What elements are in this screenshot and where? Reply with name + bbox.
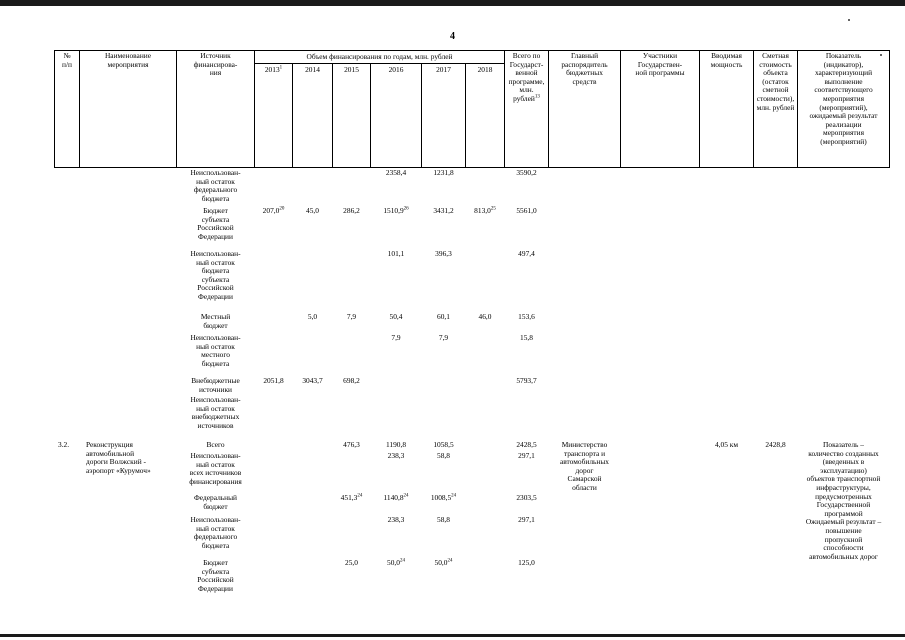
item-number: 3.2. (58, 440, 70, 449)
cell-total: 15,8 (520, 333, 533, 342)
cell-2014: 45,0 (306, 206, 319, 215)
cell-total: 125,0 (518, 558, 535, 567)
column-border (370, 63, 371, 168)
row-source: Неиспользован- ный остаток местного бюджета (190, 333, 241, 368)
column-border (465, 63, 466, 168)
cell-total: 497,4 (518, 249, 535, 258)
header-financing: Объем финансирования по годам, млн. рублей (306, 52, 453, 61)
cell-2015: 451,3$^{24}$ (340, 493, 363, 502)
column-border (332, 63, 333, 168)
header-bottom-rule (54, 167, 890, 168)
row-source: Всего (206, 440, 225, 449)
cell-total: 5793,7 (516, 376, 537, 385)
cell-2016: 101,1 (387, 249, 405, 258)
header-indicator: Показатель (индикатор), характеризующий выполнение соответствующего мероприятия (мероприятий), ожидаемый результат реализации мероприятия (мероприятий) (809, 51, 878, 146)
cell-total: 153,6 (518, 312, 535, 321)
cell-2016: 1190,8 (385, 440, 407, 449)
cell-2016: 1510,9$^{26}$ (383, 206, 409, 215)
row-source: Бюджет субъекта Российской Федерации (197, 206, 234, 241)
cell-total: 2428,5 (516, 440, 537, 449)
header-manager: Главный распорядитель бюджетных средств (561, 51, 608, 86)
header-capacity: Вводимая мощность (710, 51, 743, 69)
cell-total: 297,1 (518, 451, 535, 460)
header-total: Всего по Государст- венной программе, млн. рублей$^{13}$ (508, 51, 545, 103)
cell-2013: 2051,8 (263, 376, 284, 385)
cell-total: 5561,0 (516, 206, 537, 215)
cell-2017: 58,8 (437, 451, 450, 460)
header-year-2016: 2016 (388, 65, 404, 74)
header-participants: Участники Государствен- ной программы (635, 51, 685, 78)
row-source: Местный бюджет (200, 312, 231, 330)
cell-2015: 698,2 (343, 376, 360, 385)
cell-2017: 1231,8 (433, 168, 454, 177)
item-manager: Министерство транспорта и автомобильных дорог Самарской области (559, 440, 610, 492)
cell-2015: 476,3 (343, 440, 360, 449)
cell-2016: 2358,4 (385, 168, 407, 177)
scan-speck (848, 19, 850, 21)
row-source: Федеральный бюджет (193, 493, 238, 511)
cell-2018: 813,0$^{25}$ (474, 206, 496, 215)
cell-2013: 207,0$^{20}$ (262, 206, 285, 215)
header-year-2015: 2015 (344, 65, 359, 74)
cell-2016: 50,0$^{24}$ (387, 558, 405, 567)
row-source: Неиспользован- ный остаток федерального бюджета (190, 515, 241, 550)
cell-2017: 58,8 (437, 515, 450, 524)
header-num: № п/п (62, 51, 72, 69)
cell-2016: 1140,8$^{24}$ (383, 493, 409, 502)
header-year-2018: 2018 (477, 65, 493, 74)
cell-2018: 46,0 (478, 312, 492, 321)
row-source: Неиспользован- ный остаток всех источников финансирования (189, 451, 242, 486)
cell-total: 2303,5 (516, 493, 537, 502)
scan-border-bottom (0, 634, 905, 637)
cell-2017: 3431,2 (433, 206, 454, 215)
scan-border-top (0, 0, 905, 6)
cell-2016: 50,4 (389, 312, 403, 321)
row-source: Внебюджетные источники (191, 376, 240, 394)
cell-2014: 3043,7 (302, 376, 323, 385)
cell-2015: 7,9 (346, 312, 357, 321)
header-year-2017: 2017 (436, 65, 451, 74)
column-border (292, 63, 293, 168)
cell-2016: 238,3 (387, 515, 405, 524)
header-estimate: Сметная стоимость объекта (остаток сметной стоимости), млн. рублей (756, 51, 795, 112)
cell-2017: 50,0$^{24}$ (434, 558, 453, 567)
header-year-2014: 2014 (305, 65, 320, 74)
header-source: Источник финансирова- ния (193, 51, 238, 78)
header-name: Наименование мероприятия (104, 51, 152, 69)
cell-2017: 396,3 (435, 249, 452, 258)
row-source: Неиспользован- ный остаток бюджета субъекта Российской Федерации (190, 249, 241, 301)
cell-2017: 7,9 (438, 333, 449, 342)
cell-2017: 1008,5$^{24}$ (430, 493, 457, 502)
page-number: 4 (450, 31, 455, 42)
column-border (889, 50, 890, 168)
cell-2015: 286,2 (343, 206, 360, 215)
header-year-2013: 2013$^1$ (264, 65, 283, 74)
item-name: Реконструкция автомобильной дороги Волжский - аэропорт «Курумоч» (86, 440, 151, 475)
row-source: Неиспользован- ный остаток федерального бюджета (190, 168, 241, 203)
item-capacity: 4,05 км (714, 440, 739, 449)
cell-2014: 5,0 (307, 312, 318, 321)
cell-2015: 25,0 (345, 558, 358, 567)
row-source: Неиспользован- ный остаток внебюджетных источников (190, 395, 241, 430)
column-border (421, 63, 422, 168)
row-source: Бюджет субъекта Российской Федерации (197, 558, 234, 593)
item-estimate: 2428,8 (765, 440, 786, 449)
cell-2016: 7,9 (391, 333, 401, 342)
cell-2016: 238,3 (387, 451, 405, 460)
cell-total: 3590,2 (516, 168, 537, 177)
cell-2017: 60,1 (437, 312, 450, 321)
cell-total: 297,1 (518, 515, 535, 524)
item-indicator: Показатель – количество созданных (введенных в эксплуатацию) объектов транспортной инфраструктуры, предусмотренных Государственной программой Ожидаемый результат – повышение пропускной способности автомобильных дорог (805, 440, 882, 561)
cell-2017: 1058,5 (433, 440, 454, 449)
